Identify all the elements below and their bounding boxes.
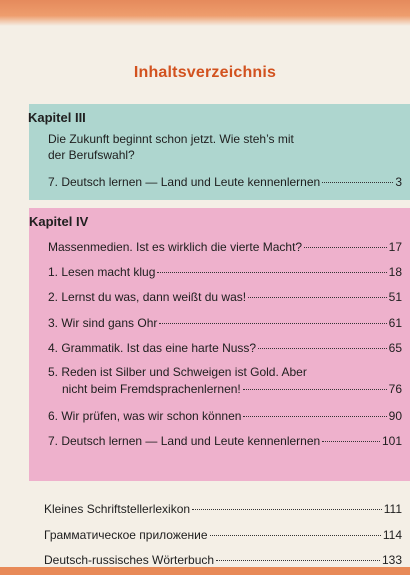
toc-entry-page: 111 [383, 502, 402, 516]
dot-leader [304, 247, 387, 248]
toc-entry-page: 51 [388, 290, 402, 304]
bottom-decorative-band [0, 567, 410, 575]
toc-entry-page: 3 [395, 175, 402, 189]
chapter-intro-line: Die Zukunft beginnt schon jetzt. Wie steh’s mit [48, 132, 294, 146]
toc-entry[interactable] [44, 502, 402, 516]
toc-entry-title-line[interactable]: 5. Reden ist Silber und Schweigen ist Gold. Aber [48, 365, 307, 379]
toc-entry-page: 76 [388, 382, 402, 396]
toc-entry[interactable] [48, 175, 402, 190]
chapter-heading [29, 214, 88, 229]
chapter-3-section [29, 104, 410, 200]
toc-entry-title: nicht beim Fremdsprachenlernen! [62, 382, 241, 396]
dot-leader [322, 182, 393, 183]
toc-entry-title: Грамматическое приложение [44, 528, 208, 542]
toc-entry-page: 61 [388, 316, 402, 330]
toc-entry-title: 7. Deutsch lernen — Land und Leute kennenlernen [48, 175, 321, 189]
toc-entry-page: 17 [388, 240, 402, 254]
toc-entry-title: 2. Lernst du was, dann weißt du was! [48, 290, 247, 304]
toc-entry-title: Massenmedien. Ist es wirklich die vierte Macht? [48, 240, 303, 254]
toc-entry-title: 7. Deutsch lernen — Land und Leute kennenlernen [48, 434, 321, 448]
toc-entry-page: 101 [381, 434, 402, 448]
toc-entry[interactable] [62, 382, 402, 397]
dot-leader [243, 416, 386, 417]
toc-entry-page: 133 [381, 553, 402, 567]
toc-entry[interactable] [48, 316, 402, 331]
toc-entry-title: 4. Grammatik. Ist das eine harte Nuss? [48, 341, 257, 355]
toc-entry-title: Kleines Schriftstellerlexikon [44, 502, 191, 516]
toc-entry-title: 3. Wir sind gans Ohr [48, 316, 158, 330]
toc-entry-page: 65 [388, 341, 402, 355]
dot-leader [248, 297, 387, 298]
toc-entry-page: 90 [388, 409, 402, 423]
chapter-heading-text: Kapitel III [28, 110, 86, 125]
toc-entry[interactable] [48, 240, 402, 255]
chapter-intro-line: der Berufswahl? [48, 148, 135, 162]
dot-leader [192, 509, 382, 510]
dot-leader [157, 272, 386, 273]
dot-leader [216, 560, 380, 561]
page-title: Inhaltsverzeichnis [133, 64, 277, 81]
chapter-heading-text: Kapitel IV [29, 214, 89, 229]
toc-entry[interactable] [48, 290, 402, 305]
toc-entry-page: 114 [382, 528, 402, 542]
top-decorative-band [0, 0, 410, 26]
chapter-4-section [29, 208, 410, 481]
toc-entry-title: 1. Lesen macht klug [48, 265, 156, 279]
toc-entry[interactable] [44, 553, 402, 567]
toc-entry[interactable] [48, 265, 402, 280]
dot-leader [243, 389, 387, 390]
toc-entry[interactable] [44, 528, 402, 542]
dot-leader [322, 441, 380, 442]
toc-entry[interactable] [48, 434, 402, 449]
toc-entry-page: 18 [388, 265, 402, 279]
dot-leader [210, 535, 381, 536]
dot-leader [159, 323, 386, 324]
toc-entry-title: Deutsch-russisches Wörterbuch [44, 553, 215, 567]
dot-leader [258, 348, 387, 349]
toc-entry[interactable] [48, 341, 402, 356]
toc-entry-title: 6. Wir prüfen, was wir schon können [48, 409, 242, 423]
toc-entry[interactable] [48, 409, 402, 424]
chapter-heading [28, 110, 86, 125]
